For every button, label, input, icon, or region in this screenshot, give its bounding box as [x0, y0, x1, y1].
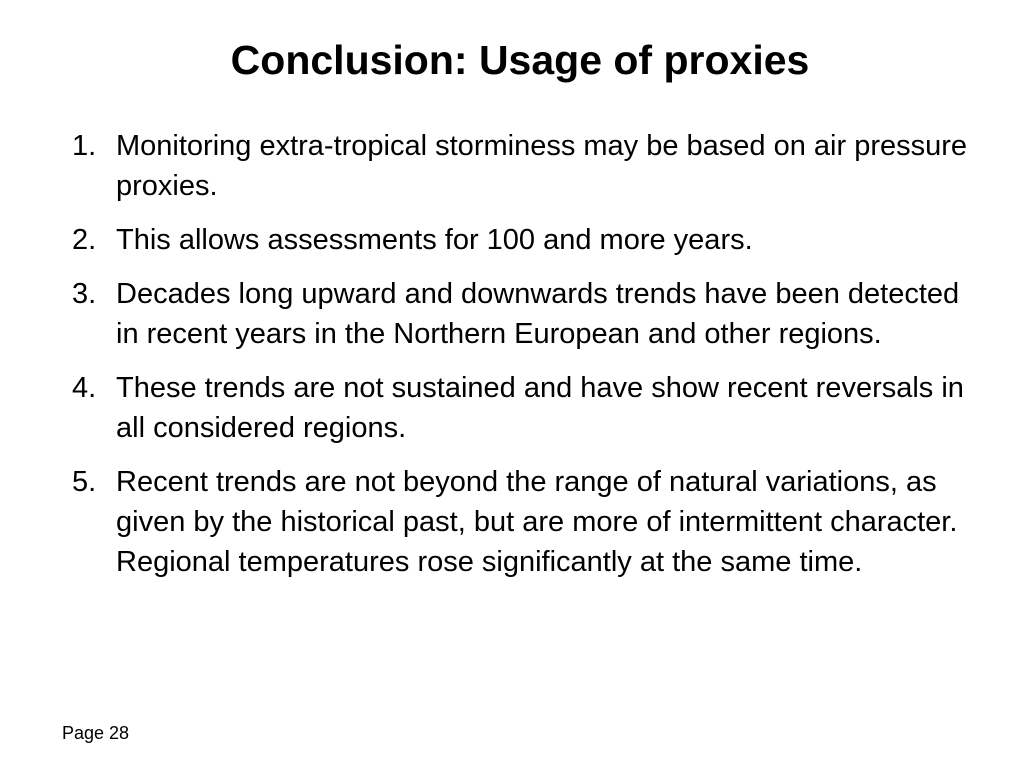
- list-item-text: These trends are not sustained and have show recent reversals in all considered regions.: [116, 372, 964, 444]
- page-number: Page 28: [62, 723, 130, 743]
- list-item-text: Monitoring extra-tropical storminess may be based on air pressure proxies.: [116, 130, 968, 202]
- list-item: [72, 274, 972, 354]
- list-item-text: Recent trends are not beyond the range of natural variations, as given by the historical past, but are more of intermittent character. Regional temperatures rose significantly at the same time.: [116, 466, 958, 578]
- title-prefix: Conclusion:: [230, 37, 479, 83]
- list-item-number: 2.: [72, 224, 97, 256]
- list-item-number: 1.: [72, 130, 97, 162]
- list-item-number: 4.: [72, 372, 97, 404]
- list-item-text: This allows assessments for 100 and more years.: [116, 224, 753, 256]
- conclusion-list: [72, 126, 972, 582]
- slide-title: [0, 34, 1024, 86]
- list-item: [72, 126, 972, 206]
- list-item-text: Decades long upward and downwards trends have been detected in recent years in the Northern European and other regions.: [116, 278, 960, 350]
- list-item-number: 3.: [72, 278, 97, 310]
- list-item: [72, 368, 972, 448]
- list-item: [72, 220, 972, 260]
- title-emphasis: Usage of proxies: [478, 37, 810, 83]
- list-item: [72, 462, 972, 582]
- list-item-number: 5.: [72, 466, 97, 498]
